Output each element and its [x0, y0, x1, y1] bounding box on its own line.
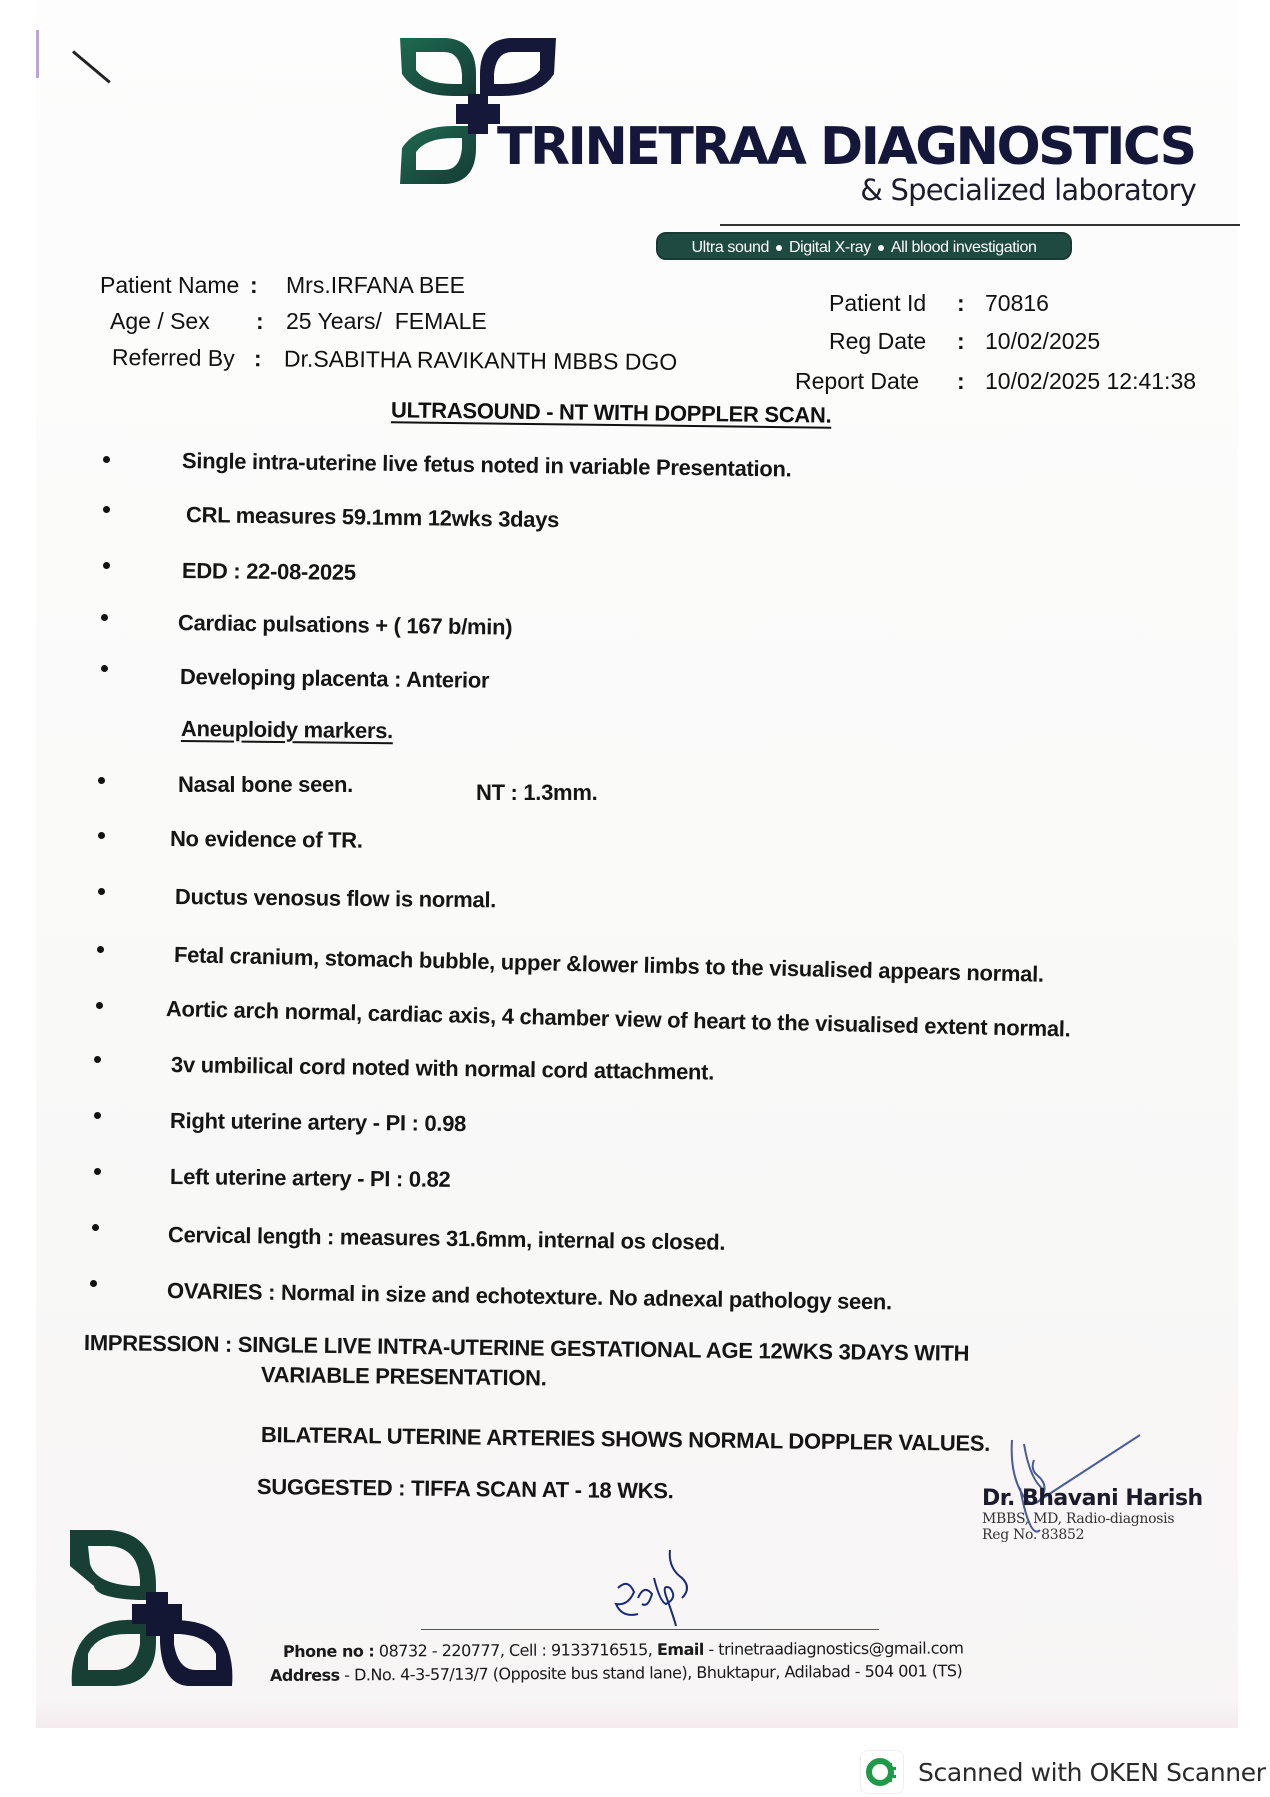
finding-item: Single intra-uterine live fetus noted in variable Presentation.	[181, 448, 792, 482]
marker-item: Nasal bone seen.	[178, 772, 353, 797]
marker-item: 3v umbilical cord noted with normal cord attachment.	[170, 1052, 715, 1085]
finding-item: EDD : 22-08-2025	[181, 558, 356, 585]
report-date-row	[795, 368, 1196, 395]
patient-id-row	[829, 290, 1049, 317]
bullet-icon	[90, 1280, 97, 1287]
bullet-icon	[94, 1168, 101, 1175]
finding-item: CRL measures 59.1mm 12wks 3days	[185, 502, 560, 533]
separator: :	[957, 290, 965, 316]
separator: :	[957, 368, 965, 394]
reg-date-label: Reg Date	[829, 328, 927, 354]
doctor-reg-no: Reg No. 83852	[982, 1527, 1085, 1543]
oken-scanner-icon	[860, 1750, 904, 1794]
age-sex-row	[110, 308, 487, 335]
doctor-qualification: MBBS, MD, Radio-diagnosis	[982, 1511, 1175, 1527]
bullet-icon	[98, 777, 105, 784]
service-blood: All blood investigation	[890, 239, 1037, 256]
bullet-icon	[103, 562, 110, 569]
email-value: - trinetraadiagnostics@gmail.com	[708, 1638, 964, 1659]
bullet-icon	[98, 888, 105, 895]
finding-item: Developing placenta : Anterior	[179, 664, 490, 693]
doctor-block	[982, 1486, 1203, 1543]
bullet-icon	[103, 456, 110, 463]
lab-subtitle: & Specialized laboratory	[860, 173, 1196, 207]
bullet-dot-icon	[878, 245, 884, 251]
nt-value: NT : 1.3mm.	[476, 780, 598, 805]
report-date-value: 10/02/2025 12:41:38	[985, 368, 1197, 394]
contact-line	[283, 1638, 963, 1661]
services-badge	[656, 232, 1072, 260]
scanner-watermark	[860, 1750, 1266, 1794]
impression-line-2: VARIABLE PRESENTATION.	[260, 1362, 547, 1391]
age-value: 25 Years/	[286, 308, 382, 334]
address-label: Address	[269, 1665, 340, 1685]
separator: :	[253, 345, 262, 372]
marker-item: No evidence of TR.	[169, 826, 363, 853]
suggested-scan: SUGGESTED : TIFFA SCAN AT - 18 WKS.	[256, 1474, 674, 1504]
signature-line	[421, 1629, 879, 1630]
cell-label: Cell :	[508, 1640, 547, 1660]
bullet-icon	[98, 832, 105, 839]
sex-value: FEMALE	[394, 308, 487, 334]
service-xray: Digital X-ray	[788, 239, 871, 256]
bullet-icon	[96, 1002, 103, 1009]
patient-id-value: 70816	[985, 290, 1049, 316]
email-label: Email	[656, 1639, 704, 1660]
impression-label: IMPRESSION :	[83, 1330, 233, 1357]
scanner-text: Scanned with OKEN Scanner	[918, 1757, 1266, 1787]
bullet-icon	[94, 1112, 101, 1119]
marker-item: Left uterine artery - PI : 0.82	[169, 1164, 451, 1192]
bullet-dot-icon	[776, 245, 782, 251]
aneuploidy-heading: Aneuploidy markers.	[180, 716, 394, 744]
impression-doppler: BILATERAL UTERINE ARTERIES SHOWS NORMAL DOPPLER VALUES.	[260, 1422, 991, 1456]
paper-edge	[36, 1700, 1238, 1728]
bullet-icon	[103, 506, 110, 513]
reg-date-value: 10/02/2025	[985, 328, 1101, 354]
header-divider	[720, 224, 1240, 226]
lab-name: TRINETRAA DIAGNOSTICS	[497, 117, 1195, 177]
impression-text: SINGLE LIVE INTRA-UTERINE GESTATIONAL AGE 12WKS 3DAYS WITH	[237, 1331, 970, 1366]
patient-name-value: Mrs.IRFANA BEE	[286, 272, 465, 298]
referred-by-row	[112, 344, 677, 376]
patient-name-row	[100, 272, 465, 299]
marker-item: Cervical length : measures 31.6mm, internal os closed.	[167, 1222, 726, 1255]
referred-by-label: Referred By	[111, 344, 235, 372]
doctor-name: Dr. Bhavani Harish	[982, 1486, 1203, 1511]
referred-by-value: Dr.SABITHA RAVIKANTH MBBS DGO	[283, 345, 678, 375]
separator: :	[256, 308, 264, 334]
scan-mark	[36, 30, 39, 78]
technician-signature-icon	[608, 1548, 708, 1628]
marker-item: Ductus venosus flow is normal.	[174, 884, 497, 913]
phone-value: 08732 - 220777,	[378, 1640, 505, 1661]
separator: :	[250, 272, 258, 298]
cell-value: 9133716515,	[550, 1640, 653, 1660]
trinetraa-footer-logo-icon	[66, 1526, 236, 1691]
address-value: - D.No. 4-3-57/13/7 (Opposite bus stand lane), Bhuktapur, Adilabad - 504 001 (TS)	[344, 1661, 963, 1685]
bullet-icon	[92, 1224, 99, 1231]
finding-item: Cardiac pulsations + ( 167 b/min)	[177, 610, 513, 640]
bullet-icon	[97, 946, 104, 953]
report-date-label: Report Date	[795, 368, 920, 394]
report-title: ULTRASOUND - NT WITH DOPPLER SCAN.	[390, 397, 832, 428]
bullet-icon	[101, 665, 108, 672]
marker-item: OVARIES : Normal in size and echotexture. No adnexal pathology seen.	[166, 1278, 893, 1315]
service-ultrasound: Ultra sound	[691, 239, 769, 256]
marker-item: Aortic arch normal, cardiac axis, 4 chamber view of heart to the visualised extent normal.	[165, 996, 1071, 1042]
bullet-icon	[101, 614, 108, 621]
reg-date-row	[829, 328, 1100, 355]
marker-item: Right uterine artery - PI : 0.98	[169, 1108, 467, 1137]
separator: :	[957, 328, 965, 354]
bullet-icon	[94, 1056, 101, 1063]
phone-label: Phone no :	[282, 1641, 375, 1661]
age-sex-label: Age / Sex	[110, 308, 210, 334]
patient-id-label: Patient Id	[829, 290, 927, 316]
patient-name-label: Patient Name	[100, 272, 240, 298]
marker-item: Fetal cranium, stomach bubble, upper &lower limbs to the visualised appears normal.	[173, 942, 1045, 987]
